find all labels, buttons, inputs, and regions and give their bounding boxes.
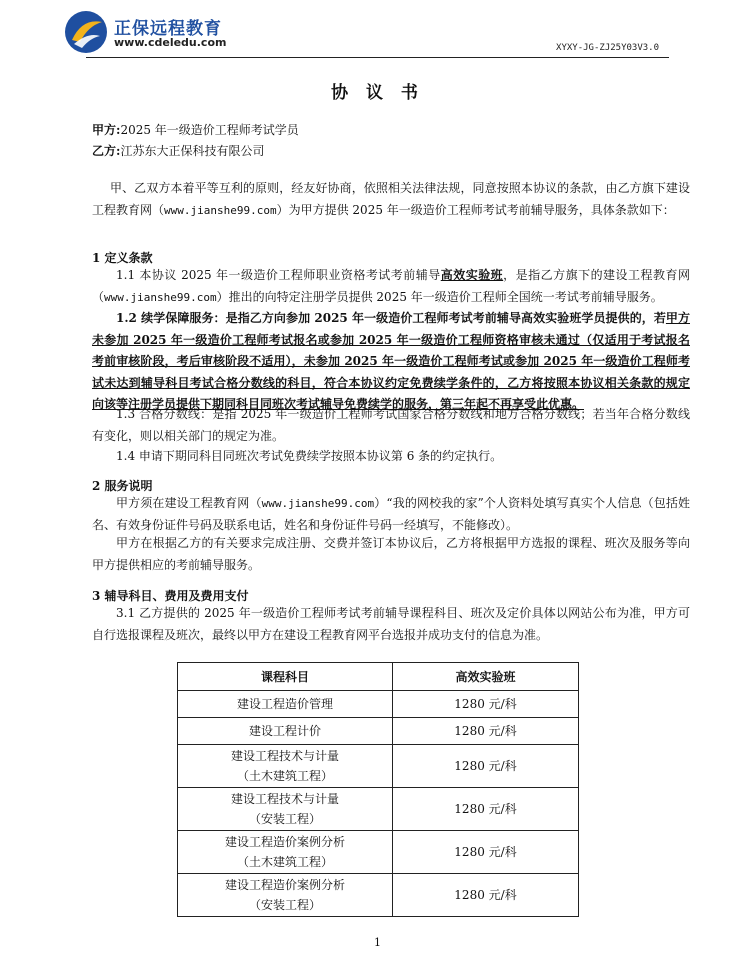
- section-1-heading: 1 定义条款: [92, 251, 153, 265]
- party-a-label: 甲方:: [92, 123, 121, 137]
- price-cell: 1280 元/科: [393, 788, 579, 831]
- course-subtitle: （安装工程）: [248, 898, 321, 912]
- course-cell: [178, 831, 393, 874]
- price-cell: 1280 元/科: [393, 831, 579, 874]
- clause-1-2-text: 1.2 续学保障服务：是指乙方向参加 2025 年一级造价工程师考试考前辅导高效实验班学员提供的，若: [116, 311, 666, 325]
- section-2-paragraph-1: [92, 493, 690, 536]
- section-2-heading: 2 服务说明: [92, 479, 153, 493]
- party-a-value: 2025 年一级造价工程师考试学员: [120, 123, 299, 137]
- table-row: [178, 831, 579, 874]
- section-3-heading: 3 辅导科目、费用及费用支付: [92, 589, 249, 603]
- clause-1-3: 1.3 合格分数线：是指 2025 年一级造价工程师考试国家合格分数线和地方合格分数线；若当年合格分数线有变化，则以相关部门的规定为准。: [92, 407, 690, 443]
- clause-1-4: 1.4 申请下期同科目同班次考试免费续学按照本协议第 6 条的约定执行。: [116, 449, 503, 463]
- intro-text-2: ）为甲方提供 2025 年一级造价工程师考试考前辅导服务，具体条款如下：: [276, 202, 675, 217]
- course-name: 建设工程造价管理: [236, 697, 333, 711]
- column-header-course: 课程科目: [178, 663, 393, 691]
- intro-text-1: 甲、乙双方本着平等互利的原则，经友好协商，依照相关法律法规，同意按照本协议的条款，由乙方旗下建设工程教育网（: [92, 181, 690, 217]
- price-cell: 1280 元/科: [393, 874, 579, 917]
- fee-table: [177, 662, 579, 917]
- clause-1-1-text-c: ）推出的向特定注册学员提供 2025 年一级造价工程师全国统一考试考前辅导服务。: [216, 289, 663, 304]
- course-name: 建设工程技术与计量: [230, 792, 339, 806]
- clause-1-1-url-link[interactable]: www.jianshe99.com: [104, 290, 217, 304]
- course-cell: [178, 788, 393, 831]
- table-row: [178, 874, 579, 917]
- table-header-row: [178, 663, 579, 691]
- course-cell: [178, 691, 393, 718]
- section-2-url-link[interactable]: www.jianshe99.com: [261, 497, 375, 510]
- column-header-class: 高效实验班: [393, 663, 579, 691]
- brand-url[interactable]: www.cdeledu.com: [114, 36, 227, 49]
- table-row: [178, 745, 579, 788]
- company-logo-icon: [64, 10, 108, 54]
- table-row: [178, 691, 579, 718]
- course-cell: [178, 718, 393, 745]
- clause-3-1: 3.1 乙方提供的 2025 年一级造价工程师考试考前辅导课程科目、班次及定价具体以网站公布为准，甲方可自行选报课程及班次，最终以甲方在建设工程教育网平台选报并成功支付的信息为准。: [92, 606, 690, 642]
- clause-1-2: [92, 308, 690, 416]
- course-name: 建设工程技术与计量: [230, 749, 339, 763]
- course-name: 建设工程造价案例分析: [224, 878, 345, 892]
- brand-name: 正保远程教育: [114, 19, 222, 39]
- clause-1-1-text-b: ，是指乙方旗下的建设工程教育网（: [92, 268, 690, 304]
- section-2-text-a: 甲方须在建设工程教育网（: [116, 496, 262, 510]
- party-b-label: 乙方:: [92, 144, 121, 158]
- page-number: 1: [374, 936, 381, 949]
- price-cell: 1280 元/科: [393, 718, 579, 745]
- intro-paragraph: [92, 178, 690, 221]
- price-cell: 1280 元/科: [393, 745, 579, 788]
- clause-1-1: [92, 265, 690, 308]
- clause-1-2-underlined: 甲方未参加 2025 年一级造价工程师考试报名或参加 2025 年一级造价工程师资格审核未通过（仅适用于考试报名考前审核阶段，考后审核阶段不适用），未参加 2025 年一级造价工程师考试或参加 2025 年一级造价工程师考试未达到辅导科目考试合格分数线的科目，符合本协议约定免费续学条件的，乙方将按照本协议相关条款的规定向该等注册学员提供下期同科目同班次考试辅导免费续学的服务，第三年起不再享受此优惠。: [92, 311, 690, 411]
- section-2-paragraph-2: 甲方在根据乙方的有关要求完成注册、交费并签订本协议后，乙方将根据甲方选报的课程、班次及服务等向甲方提供相应的考前辅导服务。: [92, 536, 690, 572]
- header-divider: [86, 57, 669, 58]
- table-row: [178, 788, 579, 831]
- clause-1-1-highlight: 高效实验班: [440, 268, 504, 282]
- intro-url-link[interactable]: www.jianshe99.com: [164, 203, 277, 217]
- document-code: XYXY-JG-ZJ25Y03V3.0: [556, 43, 659, 53]
- table-row: [178, 718, 579, 745]
- course-name: 建设工程计价: [248, 724, 321, 738]
- party-b-value: 江苏东大正保科技有限公司: [120, 144, 265, 158]
- course-cell: [178, 745, 393, 788]
- course-subtitle: （土木建筑工程）: [236, 855, 333, 869]
- section-2-text-b: ）“我的网校我的家”个人资料处填写真实个人信息（包括姓名、有效身份证件号码及联系电话，姓名和身份证件号码一经填写，不能修改）。: [92, 496, 690, 532]
- course-cell: [178, 874, 393, 917]
- course-subtitle: （土木建筑工程）: [236, 769, 333, 783]
- course-name: 建设工程造价案例分析: [224, 835, 345, 849]
- document-title: 协 议 书: [331, 83, 424, 103]
- clause-1-1-text: 1.1 本协议 2025 年一级造价工程师职业资格考试考前辅导: [116, 268, 441, 282]
- price-cell: 1280 元/科: [393, 691, 579, 718]
- party-a: [92, 121, 299, 138]
- course-subtitle: （安装工程）: [248, 812, 321, 826]
- party-b: [92, 142, 264, 159]
